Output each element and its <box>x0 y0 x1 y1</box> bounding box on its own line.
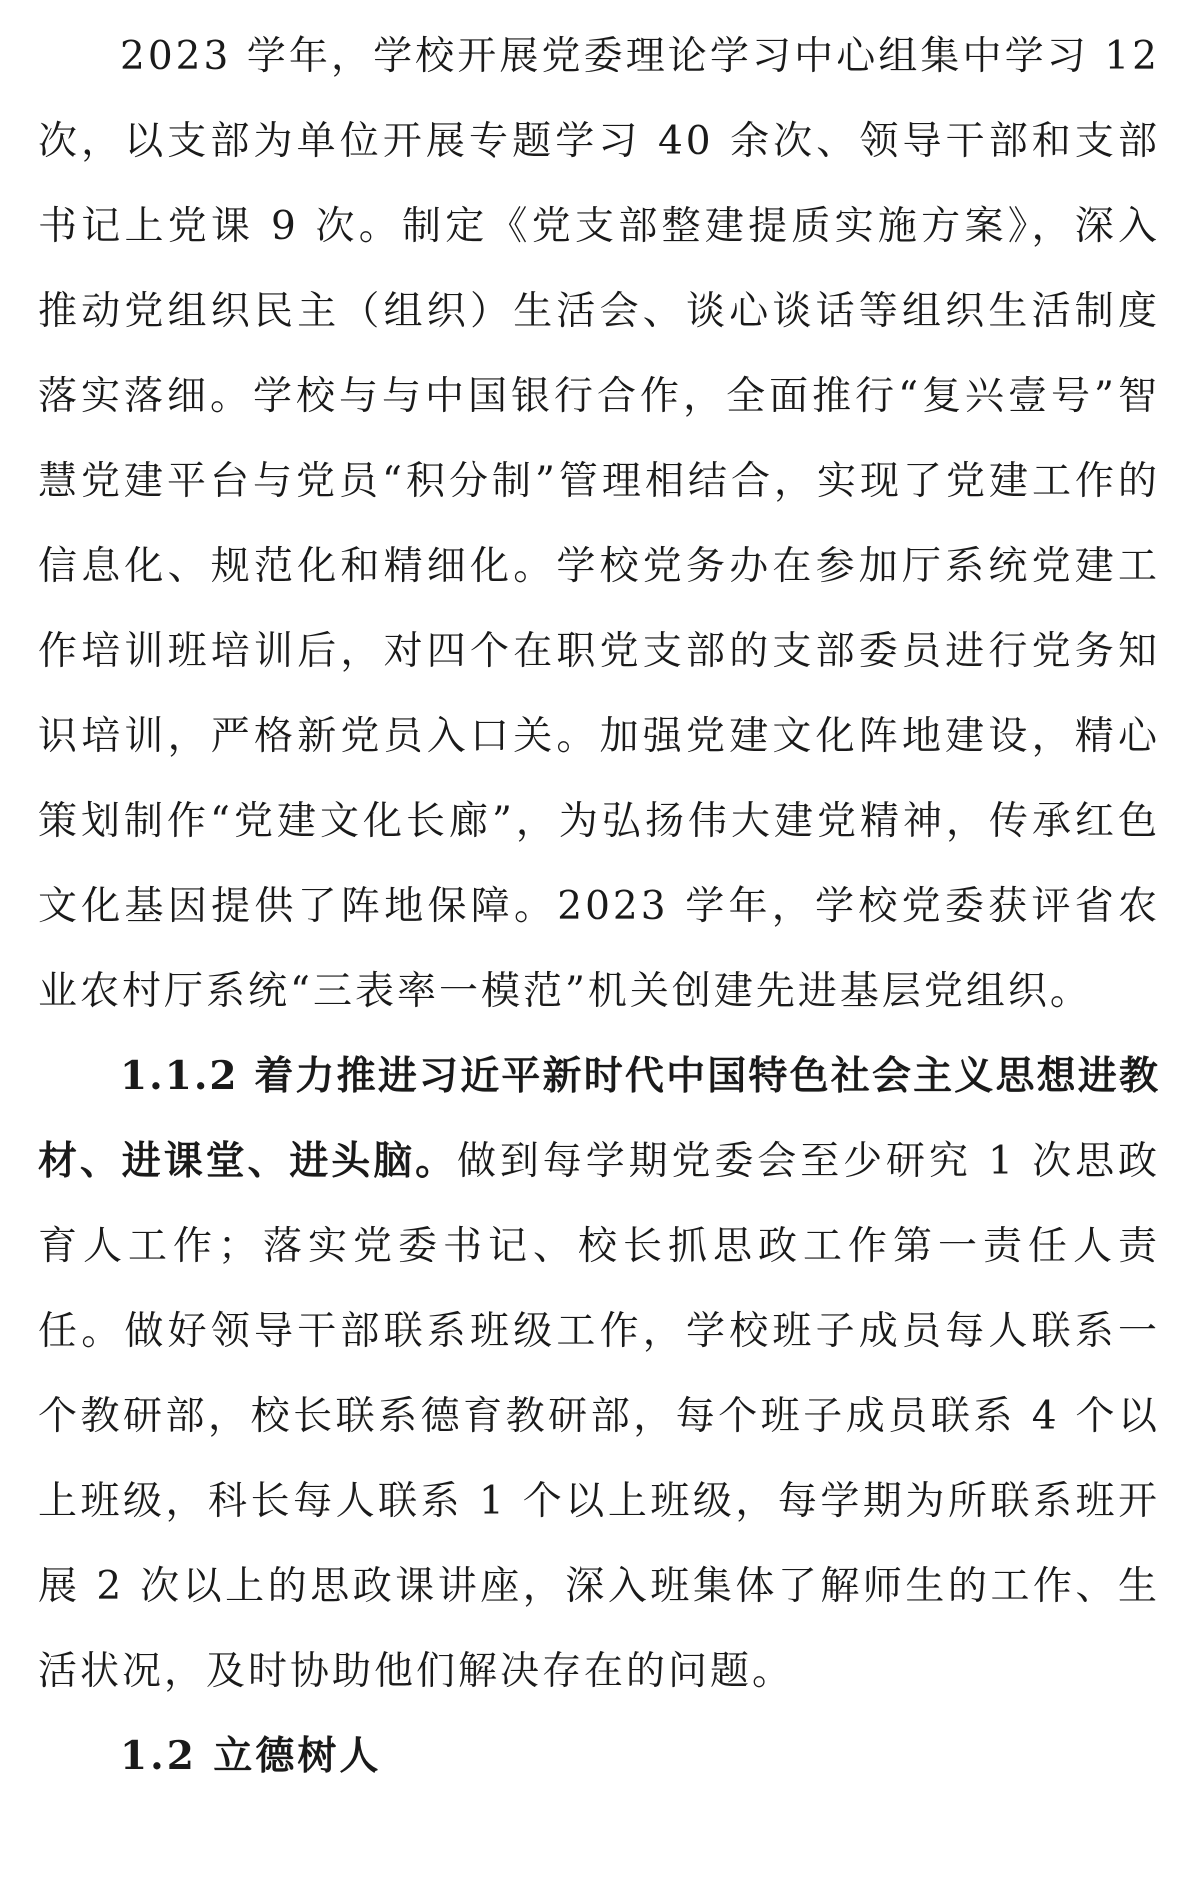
paragraph-section-1-1-2 <box>38 1034 1160 1714</box>
section-1-1-2-heading: 1.1.2 着力推进习近平新时代中国特色社会主义思想进教材、进课堂、进头脑。 <box>38 1053 1160 1184</box>
section-1-1-2-body: 做到每学期党委会至少研究 1 次思政育人工作；落实党委书记、校长抓思政工作第一责任人责任。做好领导干部联系班级工作，学校班子成员每人联系一个教研部，校长联系德育教研部，每个班子成员联系 4 个以上班级，科长每人联系 1 个以上班级，每学期为所联系班开展 2 次以上的思政课讲座，深入班集体了解师生的工作、生活状况，及时协助他们解决存在的问题。 <box>38 1139 1160 1694</box>
section-1-2-heading: 1.2 立德树人 <box>120 1733 382 1779</box>
document-page <box>38 14 1160 1799</box>
paragraph-party-building: 2023 学年，学校开展党委理论学习中心组集中学习 12 次，以支部为单位开展专题学习 40 余次、领导干部和支部书记上党课 9 次。制定《党支部整建提质实施方案》，深入推动党组织民主（组织）生活会、谈心谈话等组织生活制度落实落细。学校与与中国银行合作，全面推行“复兴壹号”智慧党建平台与党员“积分制”管理相结合，实现了党建工作的信息化、规范化和精细化。学校党务办在参加厅系统党建工作培训班培训后，对四个在职党支部的支部委员进行党务知识培训，严格新党员入口关。加强党建文化阵地建设，精心策划制作“党建文化长廊”，为弘扬伟大建党精神，传承红色文化基因提供了阵地保障。2023 学年，学校党委获评省农业农村厅系统“三表率一模范”机关创建先进基层党组织。 <box>38 34 1160 1014</box>
